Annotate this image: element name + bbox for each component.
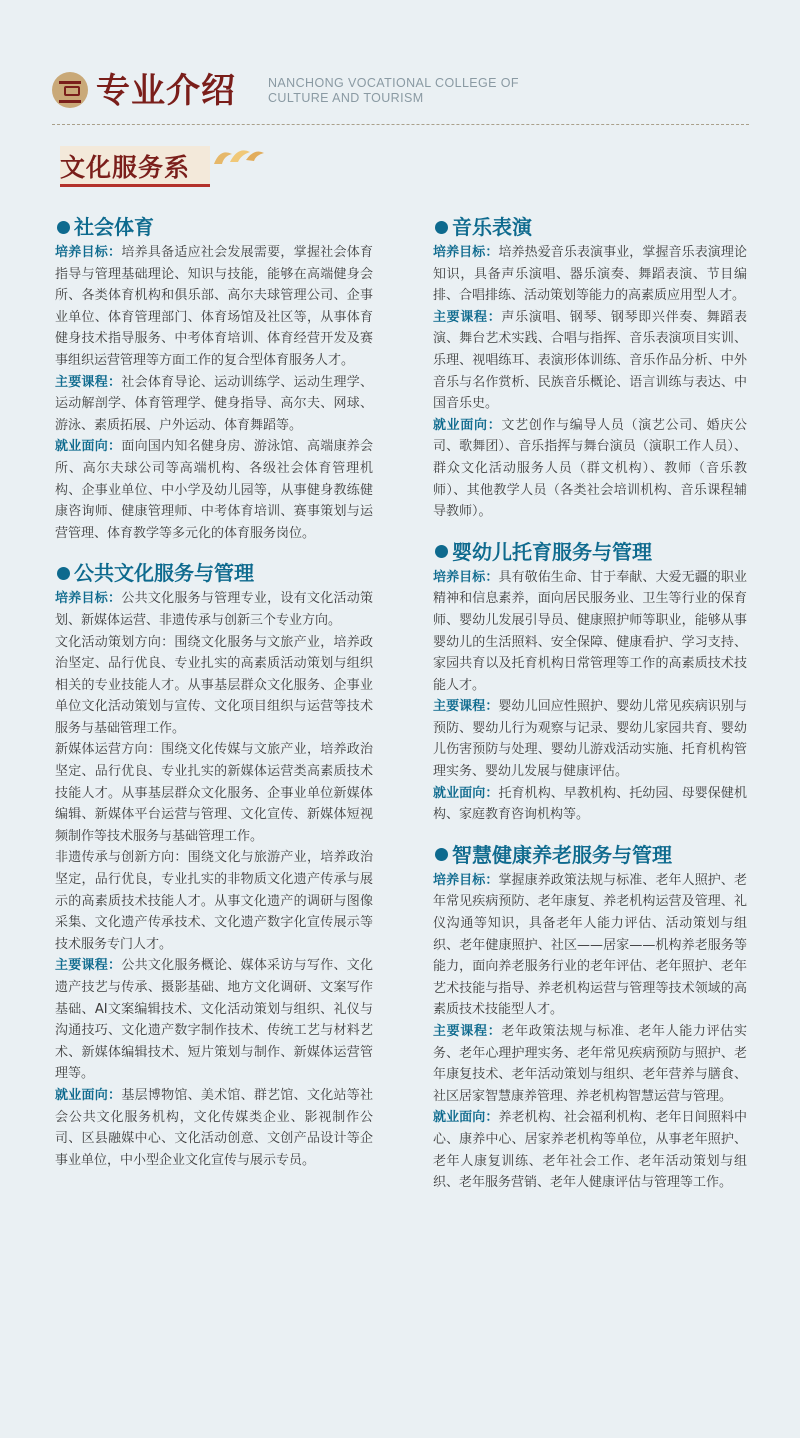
training-goal: 培养目标：培养热爱音乐表演事业，掌握音乐表演理论知识，具备声乐演唱、器乐演奏、舞蹈表演、节目编排、合唱排练、活动策划等能力的高素质应用型人才。 [433, 245, 747, 304]
left-column [55, 212, 373, 1185]
main-courses: 主要课程：社会体育导论、运动训练学、运动生理学、运动解剖学、体育管理学、健身指导、高尔夫、网球、游泳、素质拓展、户外运动、体育舞蹈等。 [55, 374, 373, 433]
department-title: 文化服务系 [60, 153, 191, 182]
main-courses: 主要课程：婴幼儿回应性照护、婴幼儿常见疾病识别与预防、婴幼儿行为观察与记录、婴幼儿家园共育、婴幼儿伤害预防与处理、婴幼儿游戏活动实施、托育机构管理实务、婴幼儿发展与健康评估。 [433, 699, 747, 780]
major-title: 智慧健康养老服务与管理 [433, 840, 747, 870]
bullet-dot-icon [57, 221, 70, 234]
college-en-line1: NANCHONG VOCATIONAL COLLEGE OF [268, 76, 519, 90]
page-title: 专业介绍 [96, 71, 236, 111]
dashed-divider [52, 124, 749, 125]
training-goal: 培养目标：公共文化服务与管理专业，设有文化活动策划、新媒体运营、非遗传承与创新三个专业方向。 [55, 591, 373, 628]
right-column [433, 212, 747, 1208]
major-public-culture [55, 558, 373, 1171]
main-courses: 主要课程：公共文化服务概论、媒体采访与写作、文化遗产技艺与传承、摄影基础、地方文化调研、文案写作基础、AI文案编辑技术、文化活动策划与组织、礼仪与沟通技巧、文化遗产数字制作技术、传统工艺与材料艺术、新媒体编辑技术、短片策划与制作、新媒体运营管理等。 [55, 958, 373, 1082]
bullet-dot-icon [435, 221, 448, 234]
major-title: 婴幼儿托育服务与管理 [433, 537, 747, 567]
training-goal: 培养目标：培养具备适应社会发展需要，掌握社会体育指导与管理基础理论、知识与技能，能够在高端健身会所、各类体育机构和俱乐部、高尔夫球管理公司、企事业单位、体育管理部门、体育场馆及社区等，从事体育健身技术指导服务、中考体育培训、体育经营开发及赛事组织运营管理等方面工作的复合型体育服务人才。 [55, 245, 373, 368]
ginkgo-leaf-icon [210, 144, 270, 168]
direction-activity-planning: 文化活动策划方向：围绕文化服务与文旅产业，培养政治坚定、品行优良、专业扎实的高素质活动策划与组织相关的专业技能人才。从事基层群众文化服务、企事业单位文化活动策划与宣传、文化项目组织与运营等技术服务与基础管理工作。 [55, 634, 373, 736]
employment: 就业面向：养老机构、社会福利机构、老年日间照料中心、康养中心、居家养老机构等单位，从事老年照护、老年人康复训练、老年社会工作、老年活动策划与组织、老年服务营销、老年人健康评估与管理等工作。 [433, 1110, 747, 1191]
major-music [433, 212, 747, 523]
employment: 就业面向：托育机构、早教机构、托幼园、母婴保健机构、家庭教育咨询机构等。 [433, 785, 747, 823]
main-courses: 主要课程：老年政策法规与标准、老年人能力评估实务、老年心理护理实务、老年常见疾病预防与照护、老年康复技术、老年活动策划与组织、老年营养与膳食、社区居家智慧康养管理、养老机构智慧运营与管理。 [433, 1024, 747, 1104]
training-goal: 培养目标：掌握康养政策法规与标准、老年人照护、老年常见疾病预防、老年康复、养老机构运营及管理、礼仪沟通等知识，具备老年人能力评估、活动策划与组织、老年健康照护、社区——居家——机构养老服务等能力，面向养老服务行业的老年评估、老年照护、老年艺术技能与指导、养老机构运营与管理等技术领域的高素质技术技能型人才。 [433, 872, 747, 1018]
bullet-dot-icon [435, 848, 448, 861]
bullet-dot-icon [435, 545, 448, 558]
major-title: 音乐表演 [433, 212, 747, 242]
department-banner [52, 140, 272, 192]
major-social-sports [55, 212, 373, 544]
employment: 就业面向：基层博物馆、美术馆、群艺馆、文化站等社会公共文化服务机构，文化传媒类企业、影视制作公司、区县融媒中心、文化活动创意、文创产品设计等企事业单位，中小型企业文化宣传与展示专员。 [55, 1087, 373, 1168]
college-logo-icon [52, 72, 88, 108]
direction-new-media: 新媒体运营方向：围绕文化传媒与文旅产业，培养政治坚定、品行优良、专业扎实的新媒体运营类高素质技术技能人才。从事基层群众文化服务、企事业单位新媒体编辑、新媒体平台运营与管理、文化宣传、新媒体短视频制作等技术服务与基础管理工作。 [55, 742, 373, 844]
main-courses: 主要课程：声乐演唱、钢琴、钢琴即兴伴奏、舞蹈表演、舞台艺术实践、合唱与指挥、音乐表演项目实训、乐理、视唱练耳、表演形体训练、音乐作品分析、中外音乐与名作赏析、民族音乐概论、语言训练与表达、中国音乐史。 [433, 309, 747, 412]
training-goal: 培养目标：具有敬佑生命、甘于奉献、大爱无疆的职业精神和信息素养，面向居民服务业、卫生等行业的保育师、婴幼儿发展引导员、健康照护师等职业，能够从事婴幼儿的生活照料、安全保障、健康看护、学习支持、家园共育以及托育机构日常管理等工作的高素质技术技能人才。 [433, 569, 747, 693]
major-title: 公共文化服务与管理 [55, 558, 373, 588]
page-header [52, 70, 752, 114]
major-title: 社会体育 [55, 212, 373, 242]
major-childcare [433, 537, 747, 826]
bullet-dot-icon [57, 567, 70, 580]
employment: 就业面向：文艺创作与编导人员（演艺公司、婚庆公司、歌舞团）、音乐指挥与舞台演员（演职工作人员）、群众文化活动服务人员（群文机构）、教师（音乐教师）、其他教学人员（各类社会培训机构、音乐课程辅导教师）。 [433, 417, 747, 520]
employment: 就业面向：面向国内知名健身房、游泳馆、高端康养会所、高尔夫球公司等高端机构、各级社会体育管理机构、企事业单位、中小学及幼儿园等，从事健身教练健康咨询师、健康管理师、中考体育培训、赛事策划与运营管理、体育教学等多元化的体育服务岗位。 [55, 439, 373, 541]
major-elderly-care [433, 840, 747, 1194]
college-en-line2: CULTURE AND TOURISM [268, 91, 424, 105]
direction-heritage: 非遗传承与创新方向：围绕文化与旅游产业，培养政治坚定，品行优良，专业扎实的非物质文化遗产传承与展示的高素质技术技能人才。从事文化遗产的调研与图像采集、文化遗产传承技术、文化遗产数字化宣传展示等技术服务专门人才。 [55, 850, 373, 952]
college-english-name [268, 76, 519, 106]
